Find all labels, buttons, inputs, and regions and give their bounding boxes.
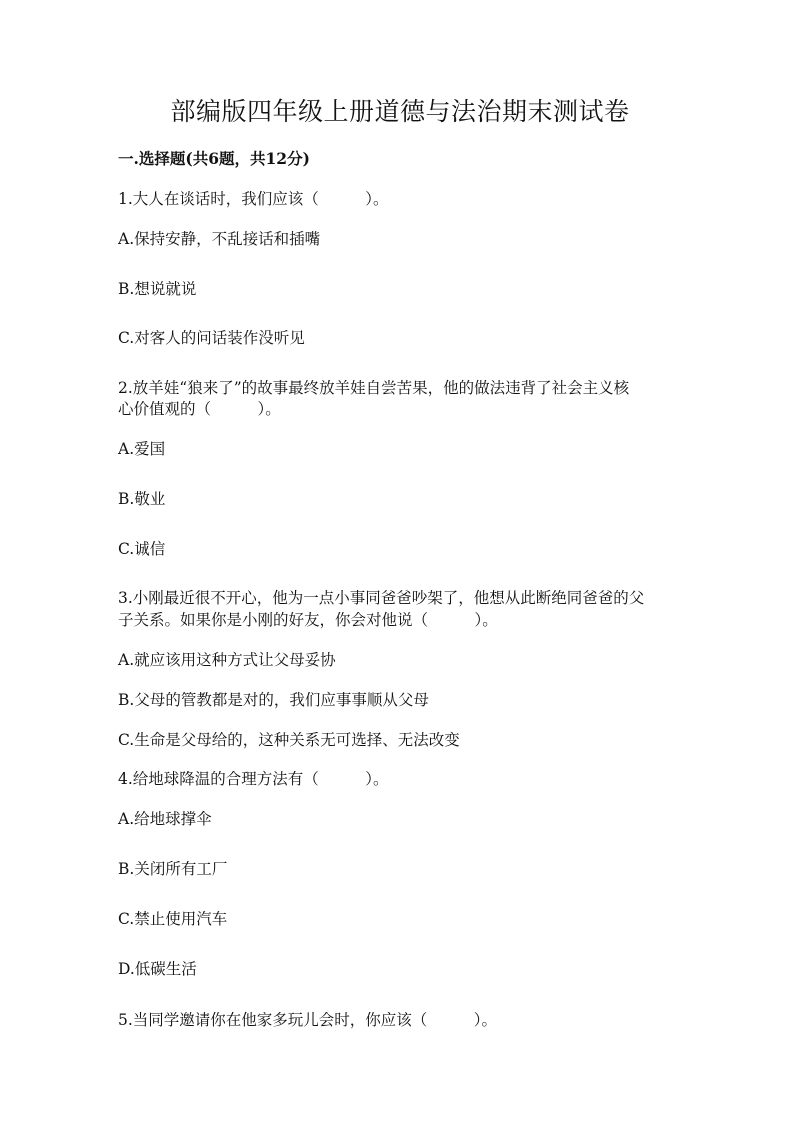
question-3-stem-line-1: 3.小刚最近很不开心，他为一点小事同爸爸吵架了，他想从此断绝同爸爸的父 <box>118 589 645 607</box>
question-4-stem: 4.给地球降温的合理方法有（ ）。 <box>118 770 389 788</box>
question-4-option-b: B.关闭所有工厂 <box>118 860 228 878</box>
question-1-stem: 1.大人在谈话时，我们应该（ ）。 <box>118 190 389 208</box>
question-1-option-c: C.对客人的问话装作没听见 <box>118 329 305 347</box>
question-4-option-a: A.给地球撑伞 <box>118 810 212 828</box>
question-1-option-a: A.保持安静，不乱接话和插嘴 <box>118 230 321 248</box>
question-3-stem-line-2: 子关系。如果你是小刚的好友，你会对他说（ ）。 <box>118 611 498 629</box>
question-2-option-b: B.敬业 <box>118 490 166 508</box>
exam-title: 部编版四年级上册道德与法治期末测试卷 <box>170 97 630 126</box>
question-2-stem-line-2: 心价值观的（ ）。 <box>118 400 281 418</box>
question-3-option-a: A.就应该用这种方式让父母妥协 <box>118 651 336 669</box>
question-2-option-c: C.诚信 <box>118 540 166 558</box>
question-1-option-b: B.想说就说 <box>118 280 197 298</box>
question-2-option-a: A.爱国 <box>118 440 166 458</box>
question-4-option-c: C.禁止使用汽车 <box>118 910 228 928</box>
question-5-stem: 5.当同学邀请你在他家多玩儿会时，你应该（ ）。 <box>118 1011 498 1029</box>
question-4-option-d: D.低碳生活 <box>118 960 197 978</box>
question-3-option-b: B.父母的管教都是对的，我们应事事顺从父母 <box>118 691 429 709</box>
section-heading: 一.选择题(共6题，共12分) <box>118 149 310 168</box>
question-3-option-c: C.生命是父母给的，这种关系无可选择、无法改变 <box>118 731 460 749</box>
question-2-stem-line-1: 2.放羊娃“狼来了”的故事最终放羊娃自尝苦果，他的做法违背了社会主义核 <box>118 379 630 397</box>
